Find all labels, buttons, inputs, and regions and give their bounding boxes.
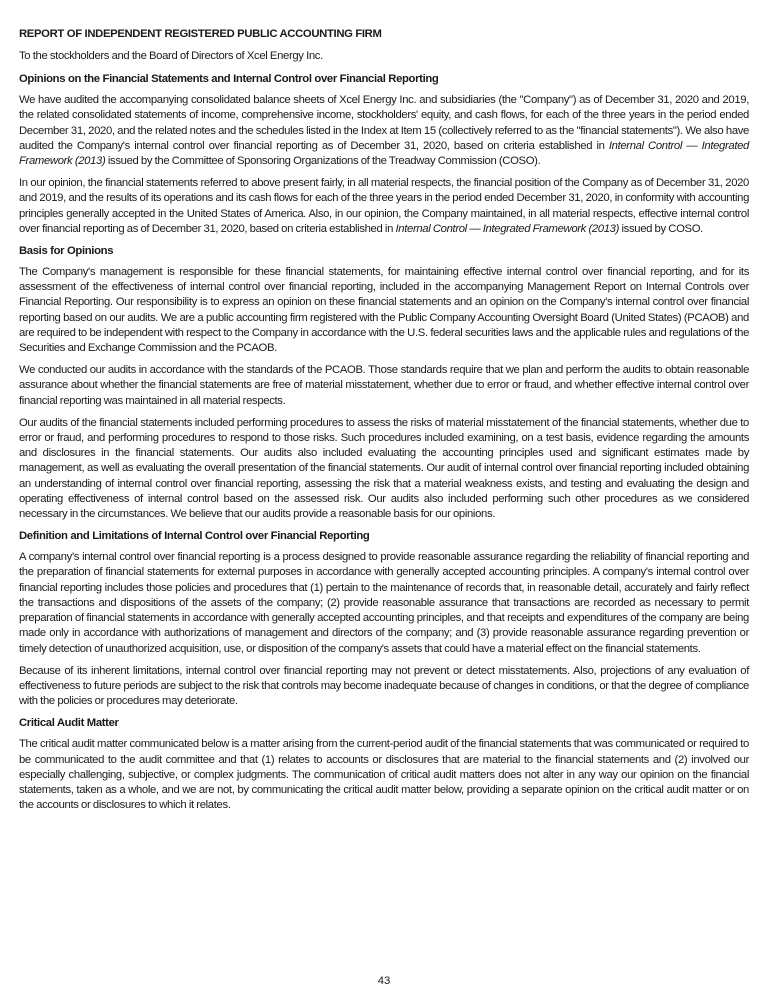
section-basis-for-opinions — [19, 244, 749, 522]
section-heading-cam: Critical Audit Matter — [19, 717, 119, 730]
paragraph-basis-1: The Company's management is responsible for these financial statements, for maintaining effective internal control over financial reporting, and for its assessment of the effectiveness of internal control over financial reporting, included in the accompanying Management Report on Internal Controls over Financial Reporting. Our responsibility is to express an opinion on these financial statements and an opinion on the Company's internal control over financial reporting based on our audits. We are a public accounting firm registered with the Public Company Accounting Oversight Board (United States) (PCAOB) and are required to be independent with respect to the Company in accordance with the U.S. federal securities laws and the applicable rules and regulations of the Securities and Exchange Commission and the PCAOB. — [19, 266, 749, 355]
salutation: To the stockholders and the Board of Directors of Xcel Energy Inc. — [19, 50, 323, 62]
paragraph-opinions-1 — [19, 93, 749, 169]
report-title: REPORT OF INDEPENDENT REGISTERED PUBLIC ACCOUNTING FIRM — [19, 28, 382, 40]
paragraph-text: issued by COSO. — [619, 222, 703, 235]
section-heading-opinions: Opinions on the Financial Statements and Internal Control over Financial Reporting — [19, 73, 439, 86]
document-page — [19, 27, 749, 820]
section-definition-limitations — [19, 529, 749, 709]
page-number: 43 — [377, 975, 391, 987]
framework-citation: Internal Control — Integrated Framework (2013) — [19, 139, 749, 168]
paragraph-basis-3: Our audits of the financial statements included performing procedures to assess the risks of material misstatement of the financial statements, whether due to error or fraud, and performing procedures to respond to those risks. Such procedures included examining, on a test basis, evidence regarding the amounts and disclosures in the financial statements. Our audits also included evaluating the accounting principles used and significant estimates made by management, as well as evaluating the overall presentation of the financial statements. Our audit of internal control over financial reporting included obtaining an understanding of internal control over financial reporting, assessing the risk that a material weakness exists, and testing and evaluating the design and operating effectiveness of internal control based on the assessed risk. Our audits also included performing such other procedures as we considered necessary in the circumstances. We believe that our audits provide a reasonable basis for our opinions. — [19, 416, 749, 521]
paragraph-basis-2: We conducted our audits in accordance with the standards of the PCAOB. Those standards require that we plan and perform the audits to obtain reasonable assurance about whether the financial statements are free of material misstatement, whether due to error or fraud, and whether effective internal control over financial reporting was maintained in all material respects. — [19, 364, 749, 407]
paragraph-cam-1: The critical audit matter communicated below is a matter arising from the current-period audit of the financial statements that was communicated or required to be communicated to the audit committee and that (1) relates to accounts or disclosures that are material to the financial statements and (2) involved our especially challenging, subjective, or complex judgments. The communication of critical audit matters does not alter in any way our opinion on the financial statements, taken as a whole, and we are not, by communicating the critical audit matter below, providing a separate opinion on the critical audit matter or on the accounts or disclosures to which it relates. — [19, 738, 749, 812]
paragraph-definition-1: A company's internal control over financial reporting is a process designed to provide reasonable assurance regarding the reliability of financial reporting and the preparation of financial statements for external purposes in accordance with generally accepted accounting principles. A company's internal control over financial reporting includes those policies and procedures that (1) pertain to the maintenance of records that, in reasonable detail, accurately and fairly reflect the transactions and dispositions of the assets of the company; (2) provide reasonable assurance that transactions are recorded as necessary to permit preparation of financial statements in accordance with generally accepted accounting principles, and that receipts and expenditures of the company are being made only in accordance with authorizations of management and directors of the company; and (3) provide reasonable assurance regarding prevention or timely detection of unauthorized acquisition, use, or disposition of the company's assets that could have a material effect on the financial statements. — [19, 551, 749, 655]
section-heading-basis: Basis for Opinions — [19, 245, 114, 258]
framework-citation: Internal Control — Integrated Framework (2013) — [395, 222, 620, 235]
paragraph-definition-2: Because of its inherent limitations, internal control over financial reporting may not prevent or detect misstatements. Also, projections of any evaluation of effectiveness to future periods are subject to the risk that controls may become inadequate because of changes in conditions, or that the degree of compliance with the policies or procedures may deteriorate. — [19, 664, 749, 708]
paragraph-text: We have audited the accompanying consolidated balance sheets of Xcel Energy Inc. and subsidiaries (the "Company") as of December 31, 2020 and 2019, the related consolidated statements of income, comprehensive income, stockholders' equity, and cash flows, for each of the three years in the period ended December 31, 2020, and the related notes and the schedules listed in the Index at Item 15 (collectively referred to as the "financial statements"). We also have audited the Company's internal control over financial reporting as of December 31, 2020, based on criteria established in — [19, 94, 749, 152]
section-opinions — [19, 72, 749, 237]
section-heading-definition: Definition and Limitations of Internal Control over Financial Reporting — [19, 530, 370, 543]
paragraph-opinions-2 — [19, 176, 749, 237]
paragraph-text: issued by the Committee of Sponsoring Organizations of the Treadway Commission (COSO). — [105, 155, 541, 168]
section-critical-audit-matter — [19, 716, 749, 813]
paragraph-text: In our opinion, the financial statements referred to above present fairly, in all material respects, the financial position of the Company as of December 31, 2020 and 2019, and the results of its operations and its cash flows for each of the three years in the period ended December 31, 2020, in conformity with accounting principles generally accepted in the United States of America. Also, in our opinion, the Company maintained, in all material respects, effective internal control over financial reporting as of December 31, 2020, based on criteria established in — [19, 177, 749, 235]
